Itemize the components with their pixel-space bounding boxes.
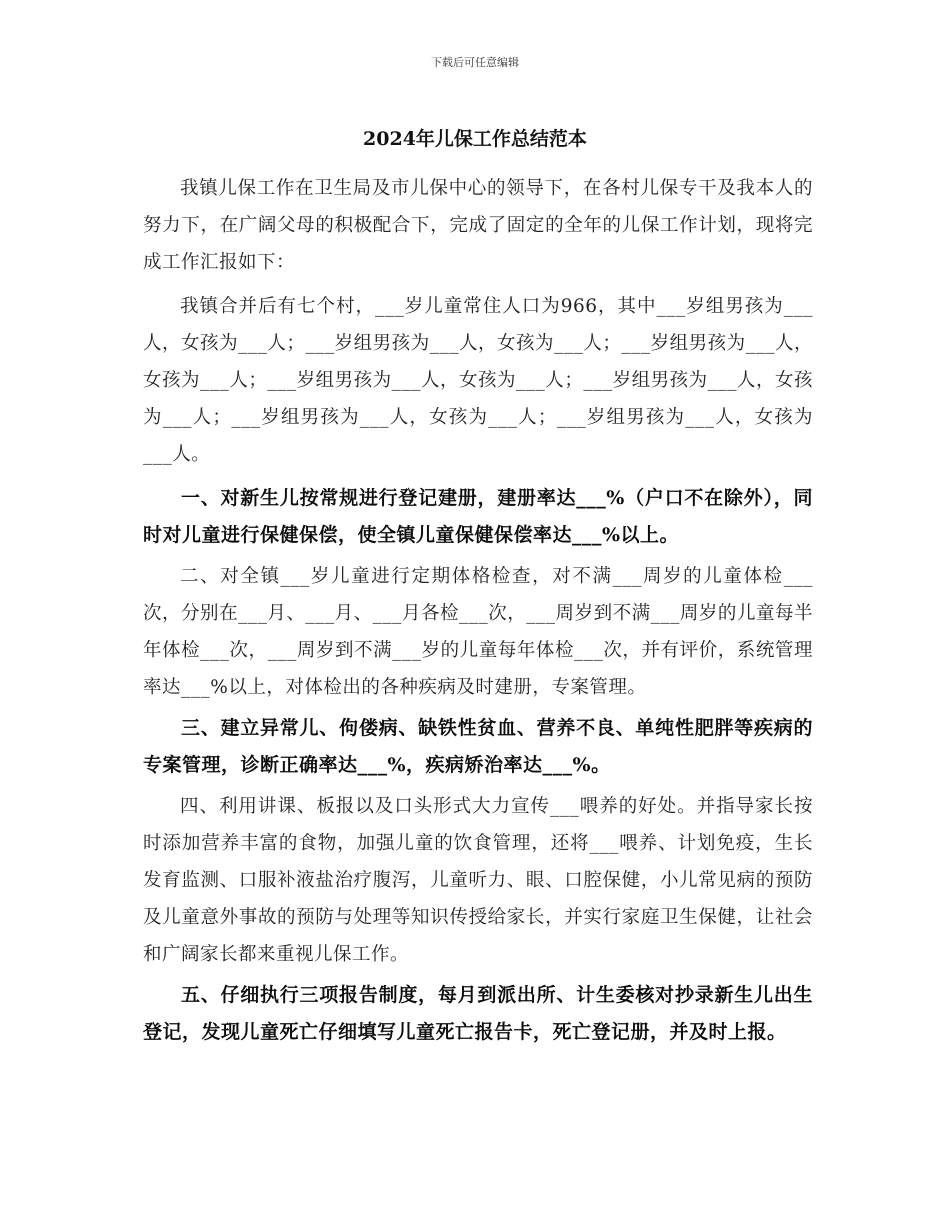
paragraph-section-3: 三、建立异常儿、佝偻病、缺铁性贫血、营养不良、单纯性肥胖等疾病的专案管理，诊断正确率达___%，疾病矫治率达___%。 <box>143 717 813 776</box>
paragraph-section-2: 二、对全镇___岁儿童进行定期体格检查，对不满___周岁的儿童体检___次，分别在___月、___月、___月各检___次，___周岁到不满___周岁的儿童每半年体检___次，___周岁到不满___岁的儿童每年体检___次，并有评价，系统管理率达___%以上，对体检出的各种疾病及时建册，专案管理。 <box>143 566 813 698</box>
paragraph-population: 我镇合并后有七个村，___岁儿童常住人口为966，其中___岁组男孩为___人，女孩为___人；___岁组男孩为___人，女孩为___人；___岁组男孩为___人，女孩为___人；___岁组男孩为___人，女孩为___人；___岁组男孩为___人，女孩为___人；___岁组男孩为___人，女孩为___人；___岁组男孩为___人，女孩为___人。 <box>143 296 813 465</box>
page-header-note: 下载后可任意编辑 <box>431 56 519 69</box>
document-body <box>143 170 813 1051</box>
paragraph-section-4: 四、利用讲课、板报以及口头形式大力宣传___喂养的好处。并指导家长按时添加营养丰富的食物，加强儿童的饮食管理，还将___喂养、计划免疫，生长发育监测、口服补液盐治疗腹泻，儿童听力、眼、口腔保健，小儿常见病的预防及儿童意外事故的预防与处理等知识传授给家长，并实行家庭卫生保健，让社会和广阔家长都来重视儿保工作。 <box>143 796 813 965</box>
paragraph-section-1: 一、对新生儿按常规进行登记建册，建册率达___%（户口不在除外），同时对儿童进行保健保偿，使全镇儿童保健保偿率达___%以上。 <box>143 487 813 546</box>
paragraph-intro: 我镇儿保工作在卫生局及市儿保中心的领导下，在各村儿保专干及我本人的努力下，在广阔父母的积极配合下，完成了固定的全年的儿保工作计划，现将完成工作汇报如下： <box>143 178 813 273</box>
paragraph-section-5: 五、仔细执行三项报告制度，每月到派出所、计生委核对抄录新生儿出生登记，发现儿童死亡仔细填写儿童死亡报告卡，死亡登记册，并及时上报。 <box>143 984 813 1043</box>
document-title: 2024年儿保工作总结范本 <box>363 128 587 150</box>
